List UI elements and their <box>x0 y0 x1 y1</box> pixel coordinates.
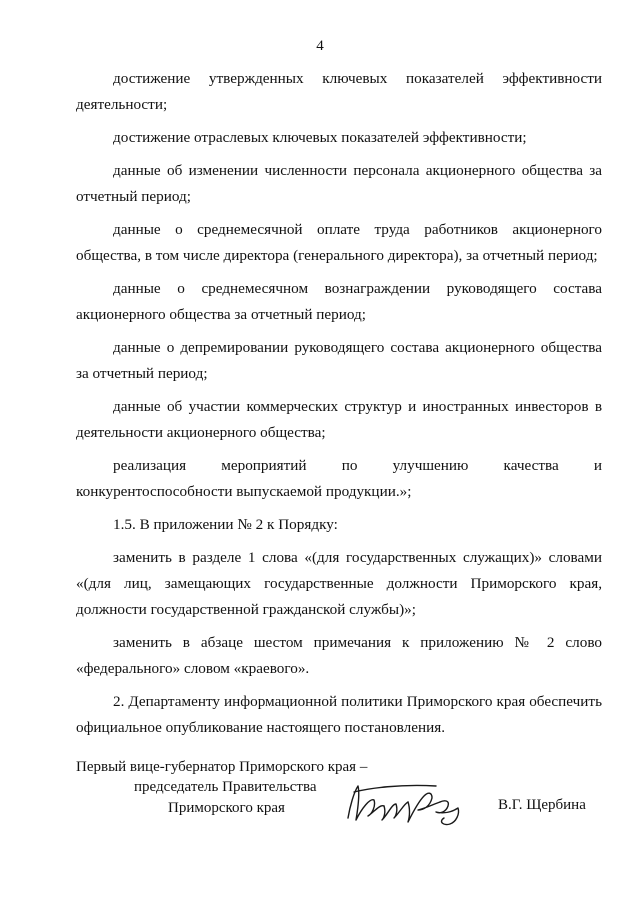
paragraph: заменить в разделе 1 слова «(для государственных служащих)» словами «(для лиц, замещающих государственные должности Приморского края, должности государственной гражданской службы)»; <box>76 549 602 618</box>
paragraph: достижение отраслевых ключевых показателей эффективности; <box>113 129 527 146</box>
signatory-position-line: председатель Правительства <box>134 779 317 795</box>
paragraph: данные о среднемесячном вознаграждении руководящего состава акционерного общества за отчетный период; <box>76 280 602 323</box>
paragraph: данные о среднемесячной оплате труда работников акционерного общества, в том числе директора (генерального директора), за отчетный период; <box>76 221 602 264</box>
signatory-position-line: Первый вице-губернатор Приморского края – <box>76 759 368 775</box>
handwritten-signature <box>340 778 470 828</box>
document-body <box>76 66 602 748</box>
signature-block <box>76 756 602 826</box>
paragraph: реализация мероприятий по улучшению качества и конкурентоспособности выпускаемой продукции.»; <box>76 457 602 500</box>
paragraph: данные об изменении численности персонала акционерного общества за отчетный период; <box>76 162 602 205</box>
page-number: 4 <box>316 38 324 54</box>
paragraph: 2. Департаменту информационной политики Приморского края обеспечить официальное опубликование настоящего постановления. <box>76 693 602 736</box>
signatory-name: В.Г. Щербина <box>498 797 586 813</box>
paragraph: заменить в абзаце шестом примечания к приложению № 2 слово «федерального» словом «краевого». <box>76 634 602 677</box>
paragraph: данные о депремировании руководящего состава акционерного общества за отчетный период; <box>76 339 602 382</box>
paragraph: достижение утвержденных ключевых показателей эффективности деятельности; <box>76 70 602 113</box>
signatory-position-line: Приморского края <box>168 800 285 816</box>
paragraph: 1.5. В приложении № 2 к Порядку: <box>113 516 338 533</box>
paragraph: данные об участии коммерческих структур и иностранных инвесторов в деятельности акционерного общества; <box>76 398 602 441</box>
